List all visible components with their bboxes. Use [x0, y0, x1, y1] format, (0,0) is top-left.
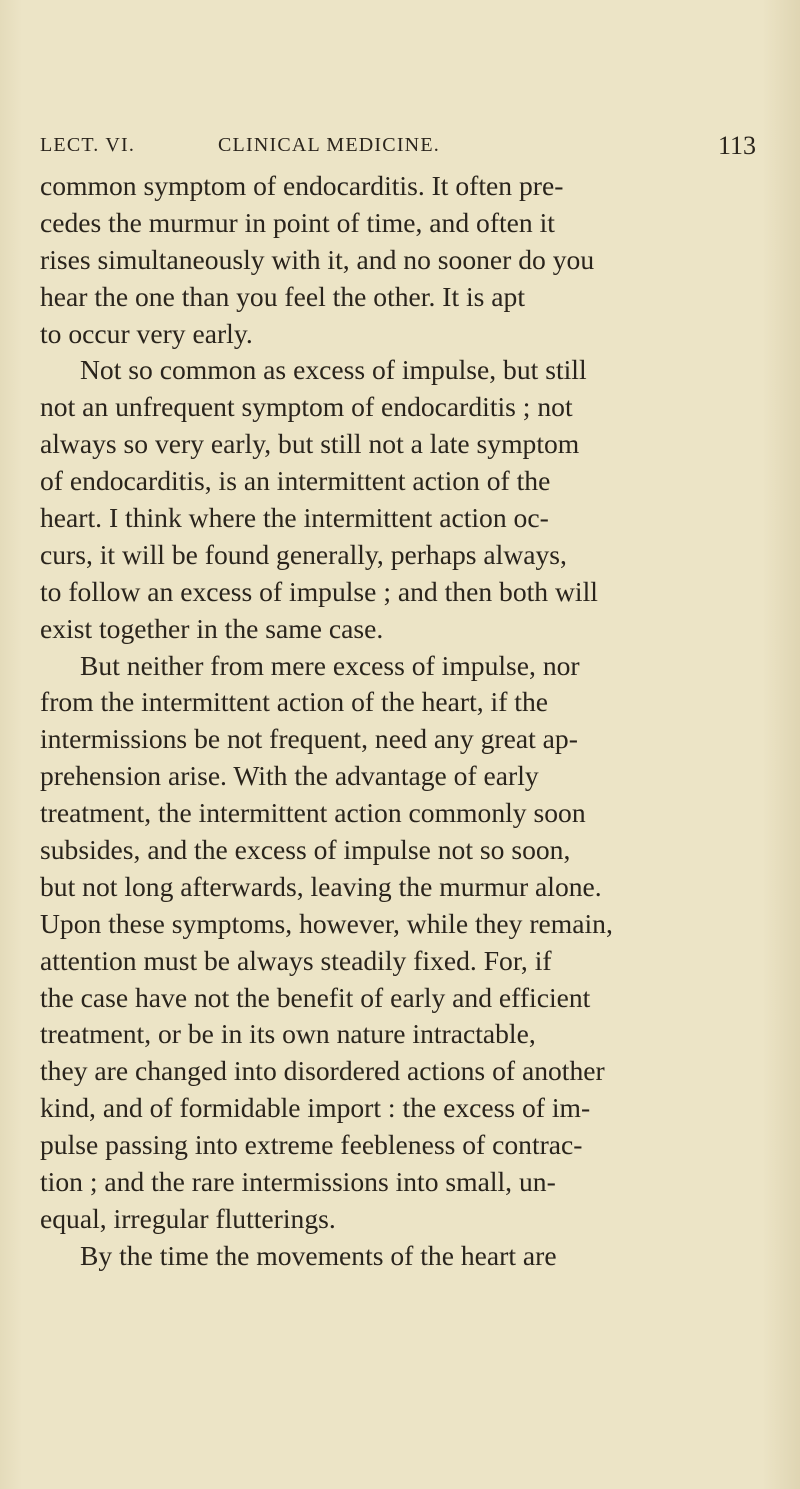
- text-line: from the intermittent action of the heart, if the: [40, 686, 549, 718]
- text-line: tion ; and the rare intermissions into small, un-: [40, 1166, 556, 1198]
- paragraph-start-line: But neither from mere excess of impulse, nor: [80, 649, 580, 681]
- text-line: curs, it will be found generally, perhaps always,: [40, 538, 567, 570]
- paragraph-start-line: By the time the movements of the heart are: [80, 1239, 557, 1271]
- text-line: kind, and of formidable import : the excess of im-: [40, 1092, 591, 1124]
- text-line: prehension arise. With the advantage of early: [40, 760, 539, 792]
- text-line: they are changed into disordered actions of another: [40, 1055, 605, 1087]
- text-line: to occur very early.: [40, 317, 253, 349]
- text-line: common symptom of endocarditis. It often pre-: [40, 170, 564, 201]
- text-line: not an unfrequent symptom of endocarditis ; not: [40, 391, 573, 423]
- header-title: CLINICAL MEDICINE.: [218, 134, 440, 156]
- text-line: treatment, the intermittent action commonly soon: [40, 797, 586, 829]
- page-edge-shade: [762, 0, 800, 1489]
- paragraph-start-line: Not so common as excess of impulse, but still: [80, 354, 587, 386]
- text-line: to follow an excess of impulse ; and then both will: [40, 575, 598, 607]
- text-line: treatment, or be in its own nature intractable,: [40, 1018, 536, 1050]
- header-lecture: LECT. VI.: [40, 134, 136, 156]
- body-text: [40, 168, 760, 1275]
- text-line: of endocarditis, is an intermittent action of the: [40, 465, 551, 497]
- running-header: [40, 131, 760, 164]
- page-number: 113: [717, 131, 756, 160]
- text-line: equal, irregular flutterings.: [40, 1202, 336, 1234]
- text-line: pulse passing into extreme feebleness of contrac-: [40, 1129, 583, 1161]
- text-line: attention must be always steadily fixed. For, if: [40, 944, 552, 976]
- text-line: cedes the murmur in point of time, and often it: [40, 206, 555, 238]
- text-line: hear the one than you feel the other. It is apt: [40, 280, 526, 312]
- text-line: the case have not the benefit of early and efficient: [40, 981, 591, 1013]
- text-line: always so very early, but still not a late symptom: [40, 428, 580, 460]
- text-line: rises simultaneously with it, and no sooner do you: [40, 243, 595, 275]
- page-gutter-shade: [0, 0, 22, 1489]
- text-line: heart. I think where the intermittent action oc-: [40, 502, 549, 534]
- text-line: but not long afterwards, leaving the murmur alone.: [40, 870, 602, 902]
- text-line: subsides, and the excess of impulse not so soon,: [40, 834, 571, 866]
- text-line: exist together in the same case.: [40, 612, 384, 644]
- text-line: Upon these symptoms, however, while they remain,: [40, 907, 613, 939]
- text-line: intermissions be not frequent, need any great ap-: [40, 723, 578, 755]
